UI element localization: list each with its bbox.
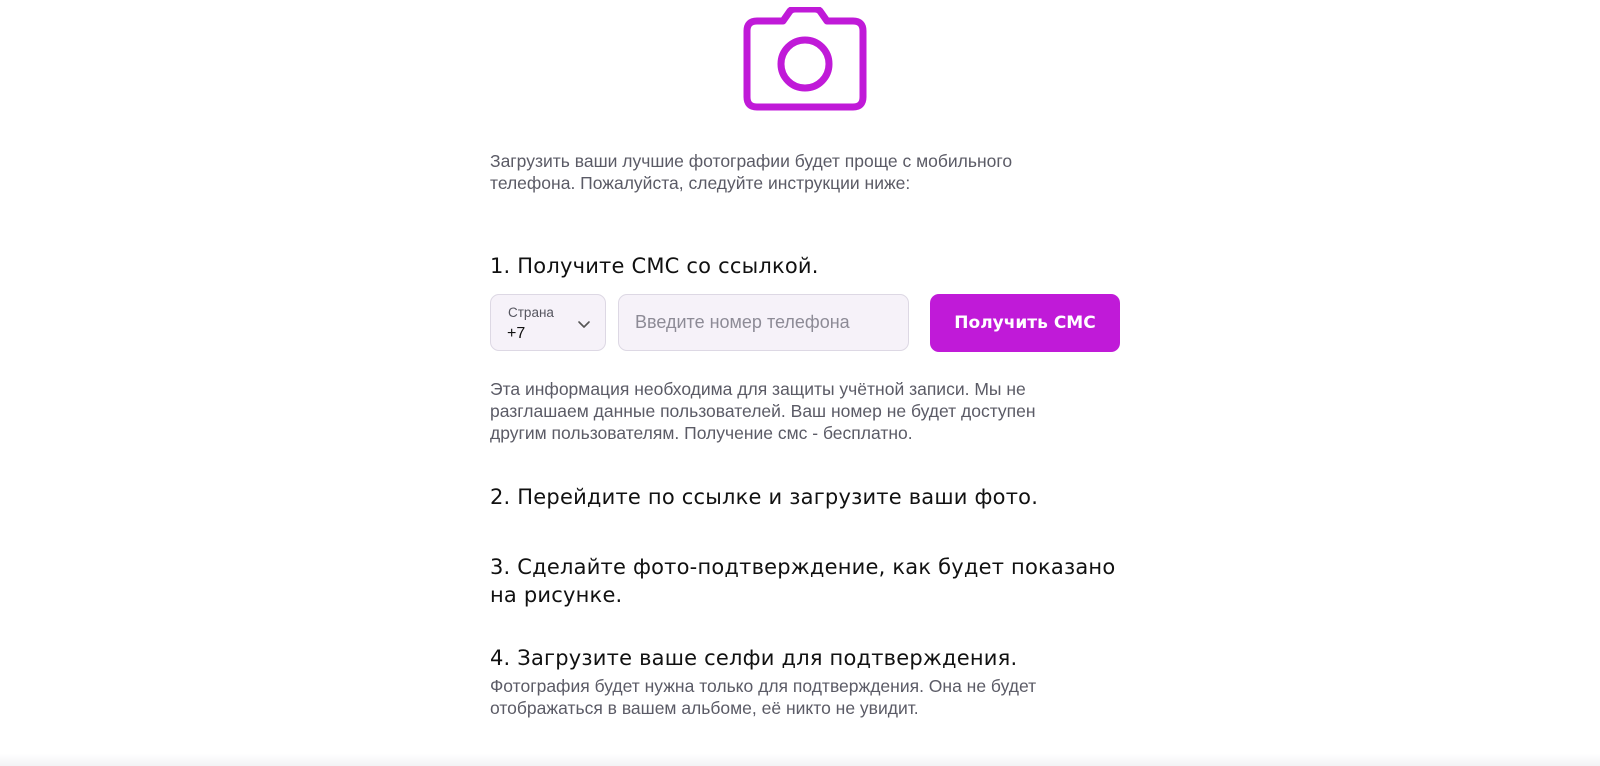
selfie-note: Фотография будет нужна только для подтверждения. Она не будет отображаться в вашем альбоме, её никто не увидит. xyxy=(490,676,1037,718)
phone-input[interactable] xyxy=(618,294,909,351)
step-4-title: 4. Загрузите ваше селфи для подтверждения. xyxy=(490,646,1018,670)
phone-form xyxy=(490,294,1130,353)
camera-icon xyxy=(743,7,867,111)
step-1-title: 1. Получите СМС со ссылкой. xyxy=(490,254,819,278)
chevron-down-icon xyxy=(577,317,591,327)
country-select[interactable] xyxy=(490,294,606,351)
upload-instructions xyxy=(490,150,1130,719)
intro-text: Загрузить ваши лучшие фотографии будет проще с мобильного телефона. Пожалуйста, следуйте инструкции ниже: xyxy=(490,151,1013,193)
country-label: Страна xyxy=(508,305,554,320)
bottom-shadow xyxy=(0,754,1600,766)
country-code: +7 xyxy=(507,325,526,342)
step-2-title: 2. Перейдите по ссылке и загрузите ваши фото. xyxy=(490,485,1039,509)
get-sms-button[interactable]: Получить СМС xyxy=(930,294,1120,352)
privacy-note: Эта информация необходима для защиты учётной записи. Мы не разглашаем данные пользователей. Ваш номер не будет доступен другим пользователям. Получение смс - бесплатно. xyxy=(490,379,1036,443)
step-3-title: 3. Сделайте фото-подтверждение, как будет показано на рисунке. xyxy=(490,555,1116,607)
